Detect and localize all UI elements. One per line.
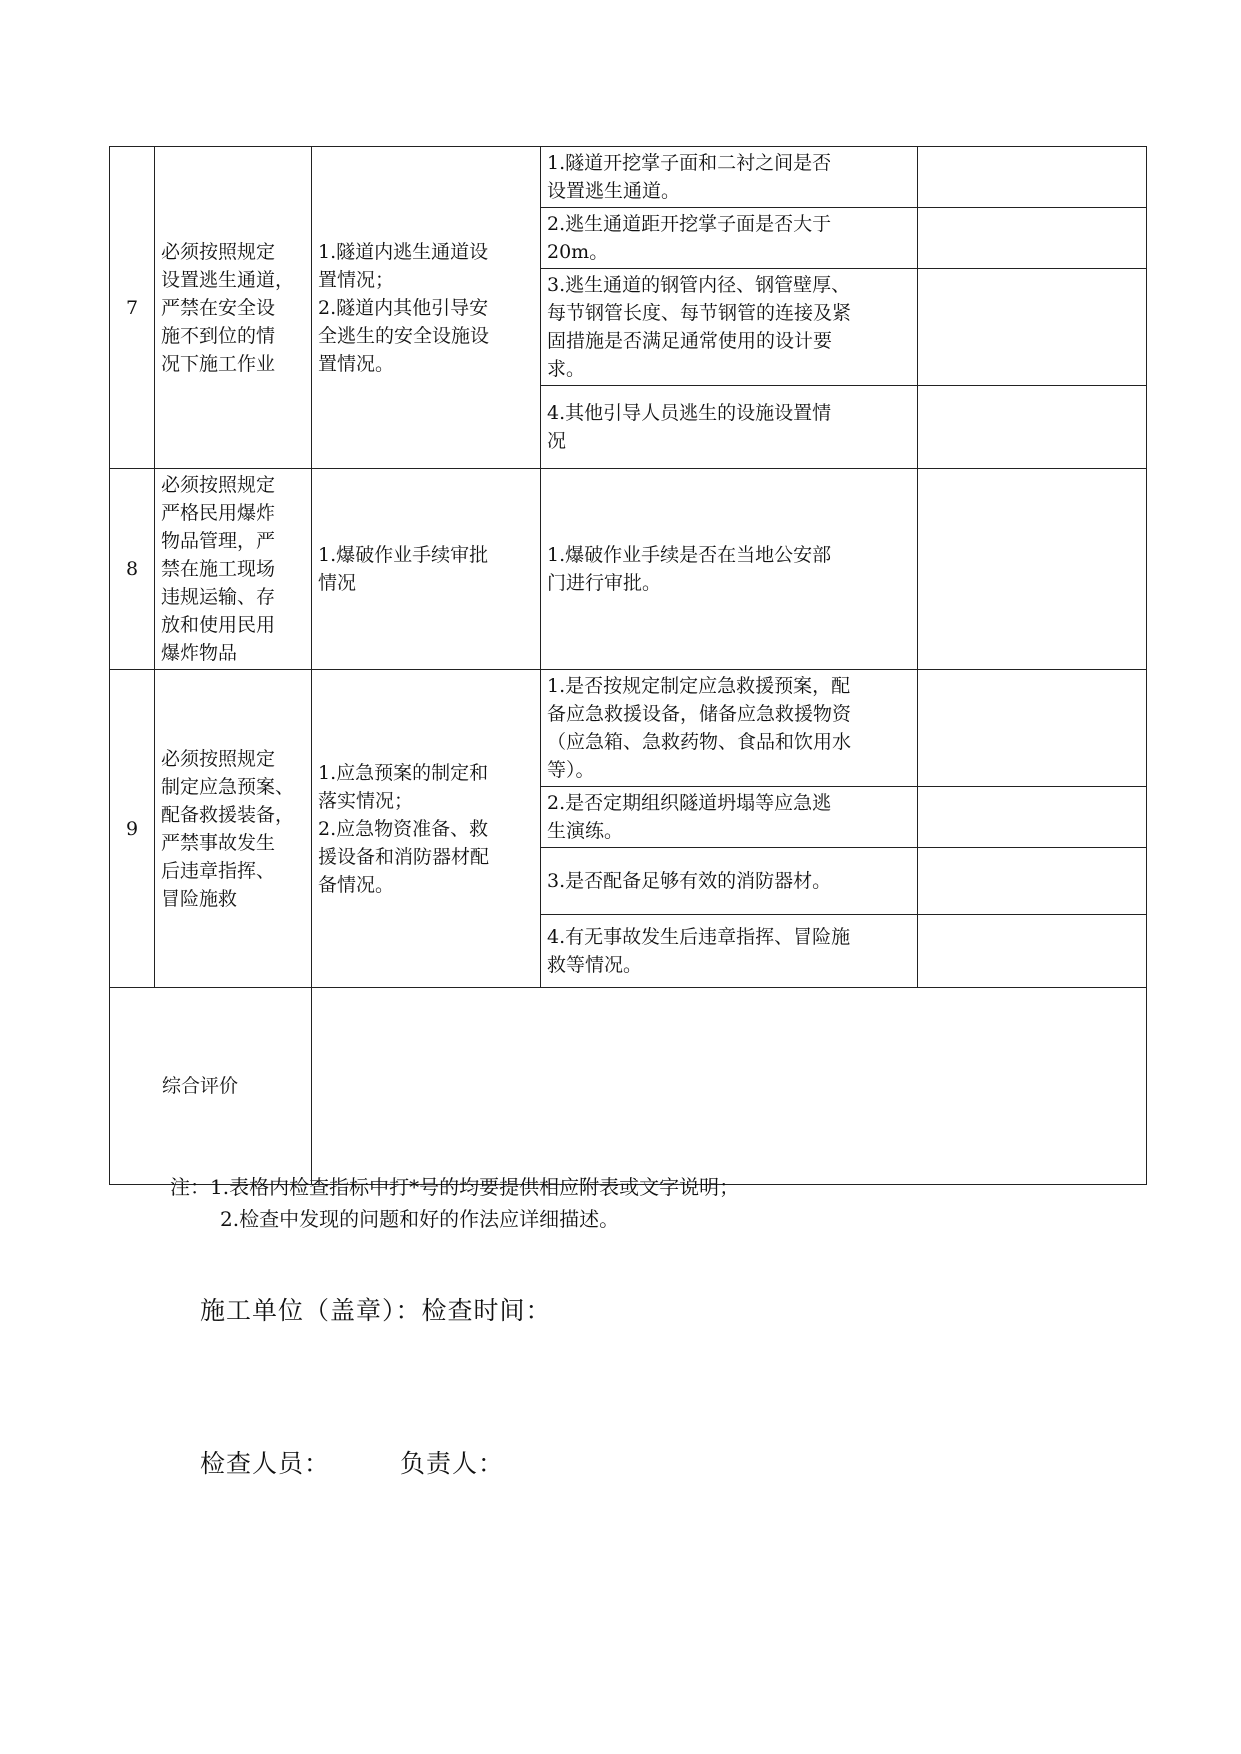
check-content-cell [312, 670, 541, 988]
check-content-cell-line: 情况 [318, 572, 357, 594]
check-item-cell-line: 备应急救援设备，储备应急救援物资 [547, 703, 852, 725]
result-cell[interactable] [918, 469, 1147, 670]
check-item-cell-line: 每节钢管长度、每节钢管的连接及紧 [547, 302, 852, 324]
result-cell[interactable] [918, 386, 1147, 469]
check-content-cell-line: 全逃生的安全设施设 [318, 324, 490, 347]
check-content-cell-line: 落实情况； [318, 789, 414, 812]
check-item-cell-line: 4.其他引导人员逃生的设施设置情 [547, 402, 832, 424]
check-item-cell-line: 生演练。 [547, 820, 624, 842]
summary-value[interactable] [312, 988, 1147, 1185]
row-number: 9 [110, 670, 155, 988]
table-row [110, 147, 1147, 208]
check-item-cell-line: 2.逃生通道距开挖掌子面是否大于 [547, 213, 832, 235]
inspection-table [109, 146, 1147, 1185]
requirement-cell-line: 施不到位的情 [161, 324, 276, 347]
note-line-2: 2.检查中发现的问题和好的作法应详细描述。 [220, 1207, 620, 1231]
requirement-cell [155, 147, 312, 469]
requirement-cell-line: 严格民用爆炸 [161, 502, 276, 524]
check-item-cell-line: 1.隧道开挖掌子面和二衬之间是否 [547, 152, 832, 174]
requirement-cell-line: 严禁在安全设 [161, 296, 276, 319]
requirement-cell-line: 制定应急预案、 [161, 775, 295, 798]
check-item-cell [541, 208, 918, 269]
check-content-cell-line: 援设备和消防器材配 [318, 845, 490, 868]
inspector-label: 检查人员： [200, 1449, 331, 1478]
row-number: 8 [110, 469, 155, 670]
check-item-cell [541, 469, 918, 670]
check-item-cell-line: 求。 [547, 358, 586, 380]
check-content-cell-line: 1.应急预案的制定和 [318, 761, 489, 784]
signature-line-1: 施工单位（盖章）：检查时间： [200, 1296, 552, 1325]
check-item-cell-line: 2.是否定期组织隧道坍塌等应急逃 [547, 792, 832, 814]
requirement-cell-line: 禁在施工现场 [161, 558, 276, 580]
table-row [110, 469, 1147, 670]
requirement-cell-line: 物品管理，严 [161, 530, 276, 552]
check-item-cell-line: 1.爆破作业手续是否在当地公安部 [547, 544, 832, 566]
check-content-cell-line: 2.应急物资准备、救 [318, 817, 489, 840]
result-cell[interactable] [918, 670, 1147, 787]
check-item-cell [541, 915, 918, 988]
signature-line-2 [200, 1444, 504, 1480]
check-content-cell-line: 置情况； [318, 268, 395, 291]
check-item-cell-line: 3.是否配备足够有效的消防器材。 [547, 870, 832, 892]
requirement-cell-line: 必须按照规定 [161, 240, 276, 263]
requirement-cell-line: 配备救援装备， [161, 803, 295, 826]
check-item-cell-line: 20m。 [547, 241, 609, 263]
check-item-cell-line: 门进行审批。 [547, 572, 662, 594]
requirement-cell-line: 后违章指挥、 [161, 859, 276, 882]
requirement-cell-line: 爆炸物品 [161, 642, 238, 664]
summary-row [110, 988, 1147, 1185]
requirement-cell [155, 469, 312, 670]
table-row [110, 670, 1147, 787]
check-item-cell-line: 固措施是否满足通常使用的设计要 [547, 330, 833, 352]
check-item-cell-line: 设置逃生通道。 [547, 180, 681, 202]
requirement-cell [155, 670, 312, 988]
check-content-cell-line: 置情况。 [318, 352, 395, 375]
check-content-cell-line: 1.隧道内逃生通道设 [318, 240, 489, 263]
result-cell[interactable] [918, 269, 1147, 386]
result-cell[interactable] [918, 848, 1147, 915]
check-item-cell [541, 848, 918, 915]
requirement-cell-line: 违规运输、存 [161, 586, 276, 608]
requirement-cell-line: 设置逃生通道， [161, 268, 295, 291]
result-cell[interactable] [918, 787, 1147, 848]
requirement-cell-line: 放和使用民用 [161, 614, 276, 636]
check-item-cell [541, 269, 918, 386]
check-content-cell-line: 备情况。 [318, 873, 395, 896]
check-item-cell-line: 况 [547, 430, 567, 452]
check-content-cell [312, 469, 541, 670]
inspection-sheet [109, 146, 1146, 1185]
note-line-1: 注：1.表格内检查指标中打*号的均要提供相应附表或文字说明； [170, 1175, 740, 1199]
check-item-cell-line: 等）。 [547, 759, 595, 781]
check-content-cell [312, 147, 541, 469]
requirement-cell-line: 严禁事故发生 [161, 831, 276, 854]
check-item-cell-line: 1.是否按规定制定应急救援预案，配 [547, 675, 851, 697]
check-item-cell [541, 147, 918, 208]
requirement-cell-line: 必须按照规定 [161, 747, 276, 770]
requirement-cell-line: 冒险施救 [161, 887, 238, 910]
check-item-cell-line: 3.逃生通道的钢管内径、钢管壁厚、 [547, 274, 851, 296]
check-item-cell [541, 670, 918, 787]
result-cell[interactable] [918, 208, 1147, 269]
check-content-cell-line: 1.爆破作业手续审批 [318, 544, 489, 566]
notes [170, 1171, 739, 1235]
check-item-cell-line: （应急箱、急救药物、食品和饮用水 [547, 731, 852, 753]
summary-label: 综合评价 [110, 988, 312, 1185]
row-number: 7 [110, 147, 155, 469]
check-item-cell [541, 787, 918, 848]
result-cell[interactable] [918, 915, 1147, 988]
check-content-cell-line: 2.隧道内其他引导安 [318, 296, 489, 319]
responsible-label: 负责人： [400, 1449, 505, 1478]
result-cell[interactable] [918, 147, 1147, 208]
check-item-cell-line: 救等情况。 [547, 954, 643, 976]
requirement-cell-line: 况下施工作业 [161, 352, 276, 375]
requirement-cell-line: 必须按照规定 [161, 474, 276, 496]
check-item-cell-line: 4.有无事故发生后违章指挥、冒险施 [547, 926, 851, 948]
check-item-cell [541, 386, 918, 469]
